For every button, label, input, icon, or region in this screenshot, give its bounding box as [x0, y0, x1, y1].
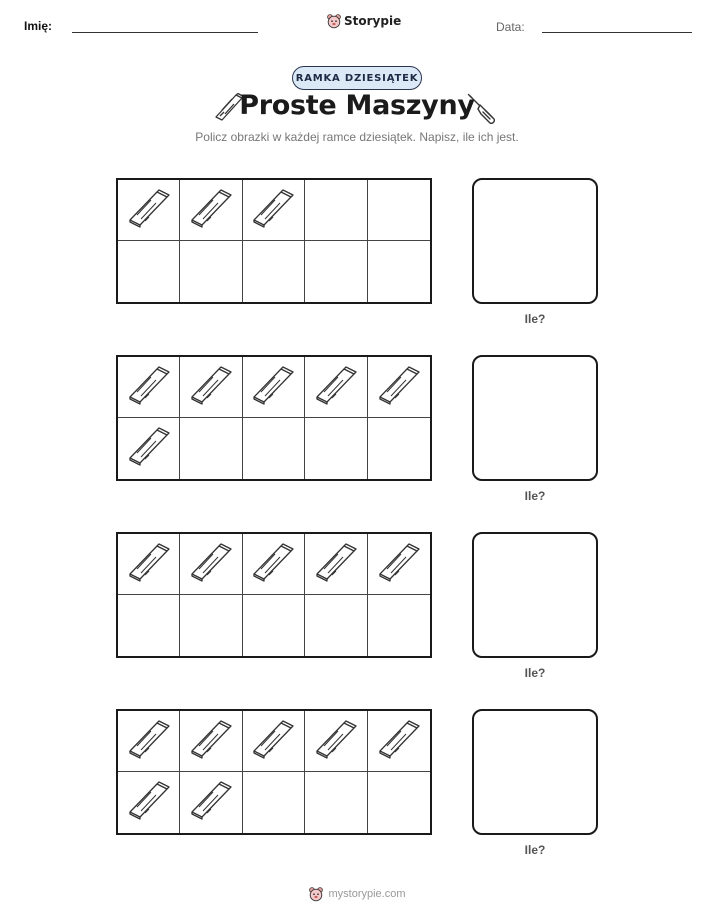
wood-plank-icon	[251, 719, 295, 764]
wood-plank-icon	[251, 365, 295, 410]
ten-frame-cell	[243, 772, 305, 833]
footer	[0, 886, 714, 902]
wood-plank-icon	[189, 188, 233, 233]
ten-frame-cell	[243, 180, 305, 241]
ten-frame-cell	[118, 772, 180, 833]
brand-name: Storypie	[344, 14, 402, 28]
bear-mascot-icon	[308, 886, 324, 902]
answer-box[interactable]	[472, 532, 598, 658]
ten-frame-cell	[243, 357, 305, 418]
ten-frame-cell	[368, 180, 430, 241]
ten-frame-cell	[243, 534, 305, 595]
answer-box[interactable]	[472, 709, 598, 835]
wood-plank-icon	[377, 365, 421, 410]
page-title: Proste Maszyny	[239, 90, 475, 121]
screwdriver-icon	[466, 92, 500, 124]
ten-frame-cell	[305, 772, 367, 833]
bear-mascot-icon	[326, 13, 342, 29]
answer-label: Ile?	[524, 666, 546, 680]
ten-frame-cell	[180, 711, 242, 772]
answer-label: Ile?	[524, 843, 546, 857]
ten-frame-cell	[305, 357, 367, 418]
ten-frame-cell	[180, 772, 242, 833]
wood-plank-icon	[127, 719, 171, 764]
ten-frame	[116, 709, 432, 835]
ten-frame	[116, 178, 432, 304]
wood-plank-icon	[251, 188, 295, 233]
wood-plank-icon	[314, 542, 358, 587]
ten-frame-cell	[368, 595, 430, 656]
ten-frame-cell	[118, 418, 180, 479]
wood-plank-icon	[314, 365, 358, 410]
wood-plank-icon	[127, 542, 171, 587]
date-label: Data:	[496, 20, 525, 34]
wood-plank-icon	[189, 719, 233, 764]
ten-frame-cell	[180, 180, 242, 241]
ten-frame-cell	[243, 241, 305, 302]
ten-frame-cell	[118, 180, 180, 241]
footer-url: mystorypie.com	[328, 888, 406, 900]
worksheet-type-badge: RAMKA DZIESIĄTEK	[292, 66, 422, 90]
wood-plank-icon	[127, 780, 171, 825]
ten-frame-cell	[180, 534, 242, 595]
ten-frame-cell	[243, 711, 305, 772]
wood-plank-icon	[377, 542, 421, 587]
date-line[interactable]	[542, 32, 692, 33]
ten-frame-cell	[118, 711, 180, 772]
ten-frame-cell	[305, 534, 367, 595]
ten-frame-cell	[118, 357, 180, 418]
name-line[interactable]	[72, 32, 258, 33]
wood-plank-icon	[314, 719, 358, 764]
wood-plank-icon	[127, 365, 171, 410]
name-label: Imię:	[24, 19, 53, 33]
ten-frame	[116, 532, 432, 658]
ten-frame-cell	[368, 418, 430, 479]
answer-box[interactable]	[472, 355, 598, 481]
ten-frame-cell	[243, 595, 305, 656]
ten-frame-cell	[243, 418, 305, 479]
ten-frame-cell	[118, 595, 180, 656]
ten-frame-cell	[118, 534, 180, 595]
wood-plank-icon	[189, 780, 233, 825]
wood-plank-icon	[189, 365, 233, 410]
wood-plank-icon	[251, 542, 295, 587]
ten-frame-cell	[368, 711, 430, 772]
ten-frame-cell	[305, 711, 367, 772]
ten-frame-cell	[368, 357, 430, 418]
answer-label: Ile?	[524, 312, 546, 326]
wood-plank-icon	[377, 719, 421, 764]
ten-frame-cell	[368, 241, 430, 302]
ten-frame-cell	[180, 595, 242, 656]
ten-frame-cell	[305, 241, 367, 302]
wood-plank-icon	[127, 426, 171, 471]
ten-frame-cell	[368, 534, 430, 595]
ten-frame-cell	[368, 772, 430, 833]
wood-plank-icon	[127, 188, 171, 233]
ten-frame	[116, 355, 432, 481]
answer-box[interactable]	[472, 178, 598, 304]
wood-plank-icon	[189, 542, 233, 587]
brand-logo	[326, 13, 401, 29]
ten-frame-cell	[305, 180, 367, 241]
ten-frame-cell	[118, 241, 180, 302]
ten-frame-cell	[305, 418, 367, 479]
ten-frame-cell	[305, 595, 367, 656]
ten-frame-cell	[180, 241, 242, 302]
ten-frame-cell	[180, 418, 242, 479]
instructions: Policz obrazki w każdej ramce dziesiątek. Napisz, ile ich jest.	[195, 130, 519, 144]
ten-frame-cell	[180, 357, 242, 418]
answer-label: Ile?	[524, 489, 546, 503]
